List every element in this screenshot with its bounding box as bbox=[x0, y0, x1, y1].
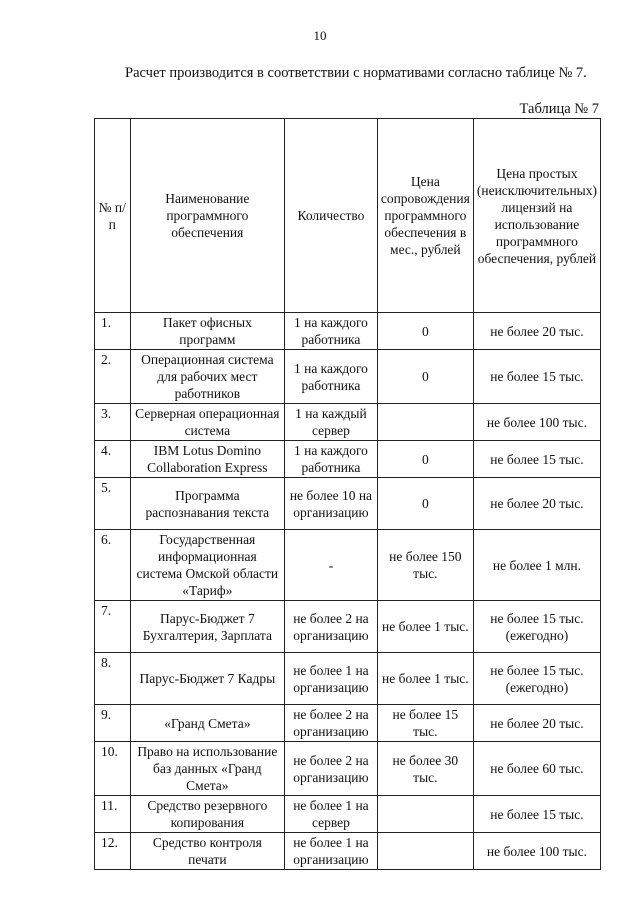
row-number: 7. bbox=[95, 601, 131, 653]
row-support-price: не более 150 тыс. bbox=[377, 530, 473, 601]
row-name: Парус-Бюджет 7 Кадры bbox=[130, 653, 284, 705]
table-row bbox=[95, 441, 601, 478]
row-license-price: не более 100 тыс. bbox=[473, 404, 600, 441]
table-row bbox=[95, 653, 601, 705]
row-quantity: не более 1 на организацию bbox=[285, 833, 378, 870]
row-name: «Гранд Смета» bbox=[130, 705, 284, 742]
header-quantity: Количество bbox=[285, 119, 378, 313]
row-quantity: не более 2 на организацию bbox=[285, 705, 378, 742]
row-name: Программа распознавания текста bbox=[130, 478, 284, 530]
row-license-price: не более 15 тыс. bbox=[473, 441, 600, 478]
table-row bbox=[95, 530, 601, 601]
row-quantity: не более 1 на организацию bbox=[285, 653, 378, 705]
table-header-row bbox=[95, 119, 601, 313]
row-name: IBM Lotus Domino Collaboration Express bbox=[130, 441, 284, 478]
row-support-price: не более 30 тыс. bbox=[377, 742, 473, 796]
row-support-price: 0 bbox=[377, 441, 473, 478]
row-name: Право на использование баз данных «Гранд Смета» bbox=[130, 742, 284, 796]
table-caption: Таблица № 7 bbox=[519, 101, 599, 117]
row-name: Парус-Бюджет 7 Бухгалтерия, Зарплата bbox=[130, 601, 284, 653]
row-number: 3. bbox=[95, 404, 131, 441]
header-license-price: Цена простых (неисключительных) лицензий на использование программного обеспечения, рублей bbox=[473, 119, 600, 313]
table-row bbox=[95, 478, 601, 530]
row-license-price: не более 20 тыс. bbox=[473, 478, 600, 530]
row-quantity: 1 на каждый сервер bbox=[285, 404, 378, 441]
row-license-price: не более 100 тыс. bbox=[473, 833, 600, 870]
row-support-price: не более 15 тыс. bbox=[377, 705, 473, 742]
intro-paragraph: Расчет производится в соответствии с нормативами согласно таблице № 7. bbox=[125, 65, 587, 81]
row-support-price: 0 bbox=[377, 478, 473, 530]
row-quantity: 1 на каждого работника bbox=[285, 441, 378, 478]
row-support-price: 0 bbox=[377, 350, 473, 404]
row-support-price: не более 1 тыс. bbox=[377, 601, 473, 653]
page-number: 10 bbox=[313, 28, 327, 43]
row-name: Государственная информационная система Омской области «Тариф» bbox=[130, 530, 284, 601]
row-number: 4. bbox=[95, 441, 131, 478]
row-number: 11. bbox=[95, 796, 131, 833]
row-support-price: 0 bbox=[377, 313, 473, 350]
table-row bbox=[95, 313, 601, 350]
row-quantity: 1 на каждого работника bbox=[285, 350, 378, 404]
table-row bbox=[95, 705, 601, 742]
row-number: 6. bbox=[95, 530, 131, 601]
row-number: 2. bbox=[95, 350, 131, 404]
row-license-price: не более 15 тыс. (ежегодно) bbox=[473, 653, 600, 705]
row-quantity: не более 2 на организацию bbox=[285, 742, 378, 796]
row-name: Средство контроля печати bbox=[130, 833, 284, 870]
row-number: 8. bbox=[95, 653, 131, 705]
row-name: Средство резервного копирования bbox=[130, 796, 284, 833]
row-license-price: не более 60 тыс. bbox=[473, 742, 600, 796]
row-license-price: не более 15 тыс. bbox=[473, 796, 600, 833]
row-support-price bbox=[377, 796, 473, 833]
row-quantity: 1 на каждого работника bbox=[285, 313, 378, 350]
table-body bbox=[95, 313, 601, 870]
row-license-price: не более 20 тыс. bbox=[473, 705, 600, 742]
table-row bbox=[95, 601, 601, 653]
header-name: Наименование программного обеспечения bbox=[130, 119, 284, 313]
row-number: 1. bbox=[95, 313, 131, 350]
row-name: Серверная операционная система bbox=[130, 404, 284, 441]
row-support-price bbox=[377, 404, 473, 441]
header-support-price: Цена сопровождения программного обеспечения в мес., рублей bbox=[377, 119, 473, 313]
row-number: 10. bbox=[95, 742, 131, 796]
row-quantity: не более 2 на организацию bbox=[285, 601, 378, 653]
row-quantity: - bbox=[285, 530, 378, 601]
row-name: Пакет офисных программ bbox=[130, 313, 284, 350]
row-support-price: не более 1 тыс. bbox=[377, 653, 473, 705]
header-num: № п/п bbox=[95, 119, 131, 313]
table-row bbox=[95, 404, 601, 441]
row-license-price: не более 20 тыс. bbox=[473, 313, 600, 350]
table-row bbox=[95, 742, 601, 796]
table-row bbox=[95, 350, 601, 404]
row-license-price: не более 15 тыс. bbox=[473, 350, 600, 404]
row-name: Операционная система для рабочих мест работников bbox=[130, 350, 284, 404]
row-number: 5. bbox=[95, 478, 131, 530]
row-license-price: не более 15 тыс. (ежегодно) bbox=[473, 601, 600, 653]
row-number: 12. bbox=[95, 833, 131, 870]
row-quantity: не более 10 на организацию bbox=[285, 478, 378, 530]
table-row bbox=[95, 833, 601, 870]
row-license-price: не более 1 млн. bbox=[473, 530, 600, 601]
table-row bbox=[95, 796, 601, 833]
row-support-price bbox=[377, 833, 473, 870]
software-table bbox=[94, 118, 601, 870]
row-quantity: не более 1 на сервер bbox=[285, 796, 378, 833]
row-number: 9. bbox=[95, 705, 131, 742]
